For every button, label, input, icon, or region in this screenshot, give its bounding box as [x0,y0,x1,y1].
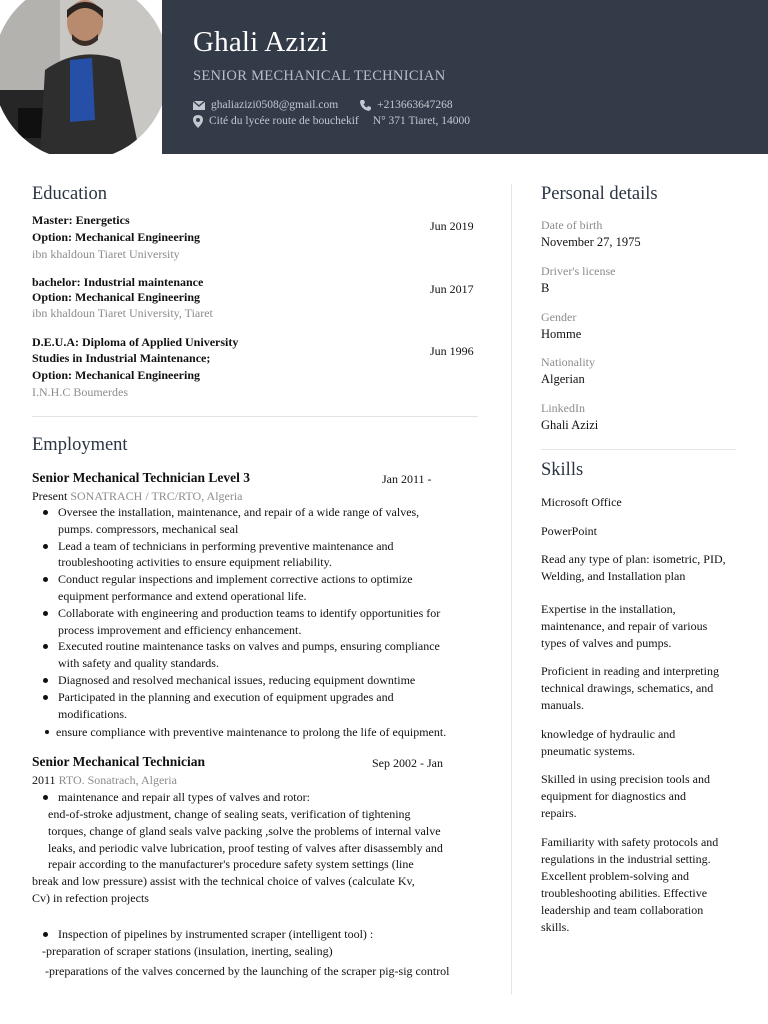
job-dates: Jan 2011 - [382,472,432,486]
education-school: ibn khaldoun Tiaret University [32,247,180,261]
education-degree: Master: Energetics [32,213,130,227]
list-item [38,724,446,741]
bullet-text: Oversee the installation, maintenance, and repair of a wide range of valves, pumps. compressors, mechanical seal [58,505,420,536]
location-pin-icon [193,115,203,128]
list-item [40,504,480,538]
skill-item: knowledge of hydraulic and pneumatic systems. [541,727,676,758]
list-item [40,789,310,806]
job-role: Senior Mechanical Technician [32,754,206,769]
contact-line-2 [193,115,470,128]
education-title: Education [32,184,108,204]
resume-header [0,0,768,154]
license-value: B [541,281,550,295]
job-dates-cont: 2011 [32,773,56,787]
column-divider [511,184,512,994]
bullet-text: Inspection of pipelines by instrumented scraper (intelligent tool) : [58,927,374,941]
address: Cité du lycée route de bouchekif [209,115,359,128]
phone-number[interactable]: +213663647268 [377,99,453,111]
personal-details-title: Personal details [541,184,658,204]
job-title: SENIOR MECHANICAL TECHNICIAN [193,68,446,84]
list-item [40,571,480,605]
skill-item: PowerPoint [541,524,598,538]
education-option: Option: Mechanical Engineering [32,230,200,244]
dob-value: November 27, 1975 [541,235,641,249]
skills-title: Skills [541,460,584,480]
gender-value: Homme [541,327,582,341]
envelope-icon [193,101,205,110]
section-divider [32,416,478,417]
bullet-text: Participated in the planning and execution of equipment upgrades and modifications. [58,689,394,721]
email[interactable]: ghaliazizi0508@gmail.com [211,99,339,111]
job-dates: Sep 2002 - Jan [372,756,443,770]
bullet-text: Lead a team of technicians in performing preventive maintenance and troubleshooting activities to ensure equipment reliability. [58,538,394,570]
education-date: Jun 1996 [430,344,474,358]
job-company: SONATRACH / TRC/RTO, Algeria [70,489,243,503]
dob-label: Date of birth [541,218,603,232]
job-role: Senior Mechanical Technician Level 3 [32,470,251,485]
employment-title: Employment [32,435,128,455]
bullet-text: Executed routine maintenance tasks on valves and pumps, ensuring compliance with safety and quality standards. [58,639,440,671]
linkedin-label: LinkedIn [541,401,585,415]
bullet-text: Collaborate with engineering and production teams to identify opportunities for process improvement and efficiency enhancement. [58,605,441,637]
bullet-text: Conduct regular inspections and implement corrective actions to optimize equipment performance and extend operational life. [58,572,413,603]
education-date: Jun 2019 [430,219,474,233]
bullet-text: ensure compliance with preventive maintenance to prolong the life of equipment. [56,725,447,739]
contact-line-1 [193,99,453,111]
job-description-cont: break and low pressure) assist with the technical choice of valves (calculate Kv, Cv) in refection projects [32,874,415,905]
job-bullet-list [40,504,480,722]
education-degree: bachelor: Industrial maintenance [32,275,204,289]
skill-item: Microsoft Office [541,495,622,509]
education-degree-cont: Studies in Industrial Maintenance; [32,351,211,365]
education-degree: D.E.U.A: Diploma of Applied University [32,335,239,349]
address-number: N° 371 Tiaret, 14000 [372,115,471,128]
job-sub-line: -preparation of scraper stations (insulation, inerting, sealing) [42,944,333,958]
candidate-name: Ghali Azizi [193,26,329,58]
list-item [40,689,480,723]
list-item [40,538,480,572]
education-option: Option: Mechanical Engineering [32,368,200,382]
list-item [40,926,373,943]
list-item [40,605,480,639]
job-dates-cont: Present [32,489,68,503]
list-item [40,672,480,689]
nationality-value: Algerian [541,372,585,386]
list-item [40,638,480,672]
license-label: Driver's license [541,264,616,278]
section-divider [541,449,736,450]
job-sub-line: -preparations of the valves concerned by the launching of the scraper pig-sig control [45,964,450,978]
bullet-text: maintenance and repair all types of valves and rotor: [58,790,310,804]
skill-item: Familiarity with safety protocols and regulations in the industrial setting. Excellent problem-solving and troubleshooting abilities. Effective leadership and team collaboration skills. [541,835,719,934]
bullet-text: Diagnosed and resolved mechanical issues, reducing equipment downtime [58,672,416,687]
skill-item: Proficient in reading and interpreting technical drawings, schematics, and manuals. [541,664,719,712]
skill-item: Skilled in using precision tools and equipment for diagnostics and repairs. [541,772,710,820]
job-description: end-of-stroke adjustment, change of sealing seats, verification of tightening torques, change of gland seals valve packing ,solve the problems of internal valve leaks, and periodic valve lubrication, proof testing of valves after disassembly and repair according to the manufacturer's procedure safety system settings (line [48,807,443,872]
job-meta [32,488,243,505]
skill-item: Read any type of plan: isometric, PID, Welding, and Installation plan [541,552,726,583]
profile-photo [0,0,162,154]
job-meta [32,772,177,789]
education-school: I.N.H.C Boumerdes [32,385,128,399]
linkedin-link[interactable]: Ghali Azizi [541,418,599,432]
gender-label: Gender [541,310,577,324]
nationality-label: Nationality [541,355,595,369]
job-company: RTO. Sonatrach, Algeria [58,773,177,787]
skill-item: Expertise in the installation, maintenance, and repair of various types of valves and pumps. [541,602,708,650]
phone-icon [360,100,371,111]
education-option: Option: Mechanical Engineering [32,290,200,304]
education-date: Jun 2017 [430,282,474,296]
education-school: ibn khaldoun Tiaret University, Tiaret [32,306,213,320]
